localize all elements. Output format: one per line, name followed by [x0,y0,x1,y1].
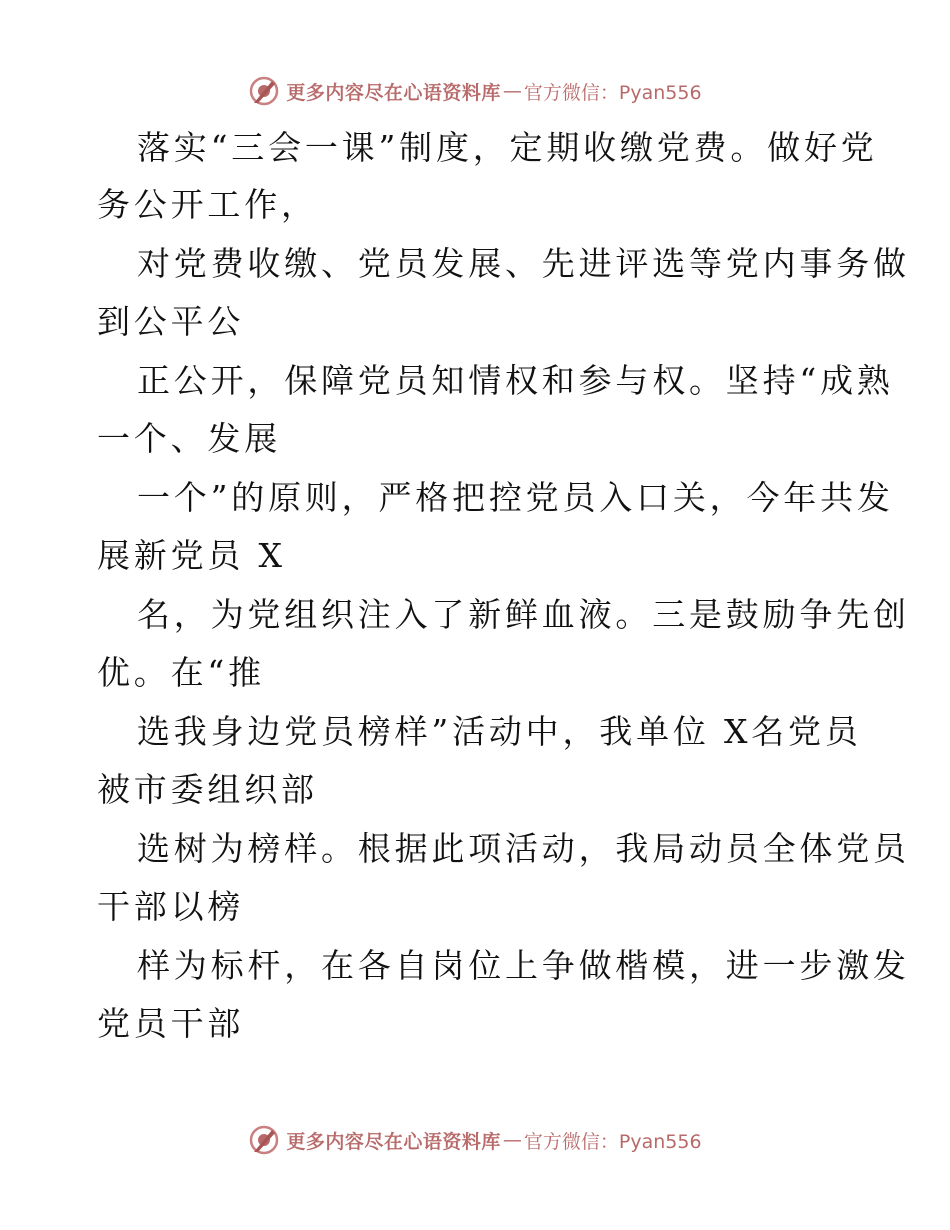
body-line: 干部以榜 [97,887,245,926]
header-wechat-text: 官方微信：Pyan556 [523,81,702,104]
body-line: 对党费收缴、党员发展、先进评选等党内事务做 [137,244,910,283]
body-line: 党员干部 [97,1004,245,1043]
footer-wechat-text: 官方微信：Pyan556 [523,1130,702,1153]
header-banner [0,71,950,111]
body-line: 正公开，保障党员知情权和参与权。坚持“成熟 [137,361,894,400]
footer-banner [0,1120,950,1160]
quill-logo-icon [248,75,280,107]
body-line: 被市委组织部 [97,770,318,809]
body-line: 务公开工作， [97,185,318,224]
body-line: 展新党员 X [97,536,286,575]
header-separator: — [502,80,522,102]
body-line: 选树为榜样。根据此项活动，我局动员全体党员 [137,829,910,868]
body-line: 一个、发展 [97,419,281,458]
quill-logo-icon [248,1124,280,1156]
body-line: 样为标杆，在各自岗位上争做楷模，进一步激发 [137,946,910,985]
body-line: 落实“三会一课”制度，定期收缴党费。做好党 [137,128,878,167]
body-line: 选我身边党员榜样”活动中，我单位 X名党员 [137,712,862,751]
body-line: 一个”的原则，严格把控党员入口关，今年共发 [137,478,894,517]
body-line: 到公平公 [97,302,245,341]
footer-brand-text: 更多内容尽在心语资料库 [286,1130,501,1153]
body-line: 优。在“推 [97,653,265,692]
header-brand-text: 更多内容尽在心语资料库 [286,81,501,104]
body-line: 名，为党组织注入了新鲜血液。三是鼓励争先创 [137,595,910,634]
footer-separator: — [502,1129,522,1151]
